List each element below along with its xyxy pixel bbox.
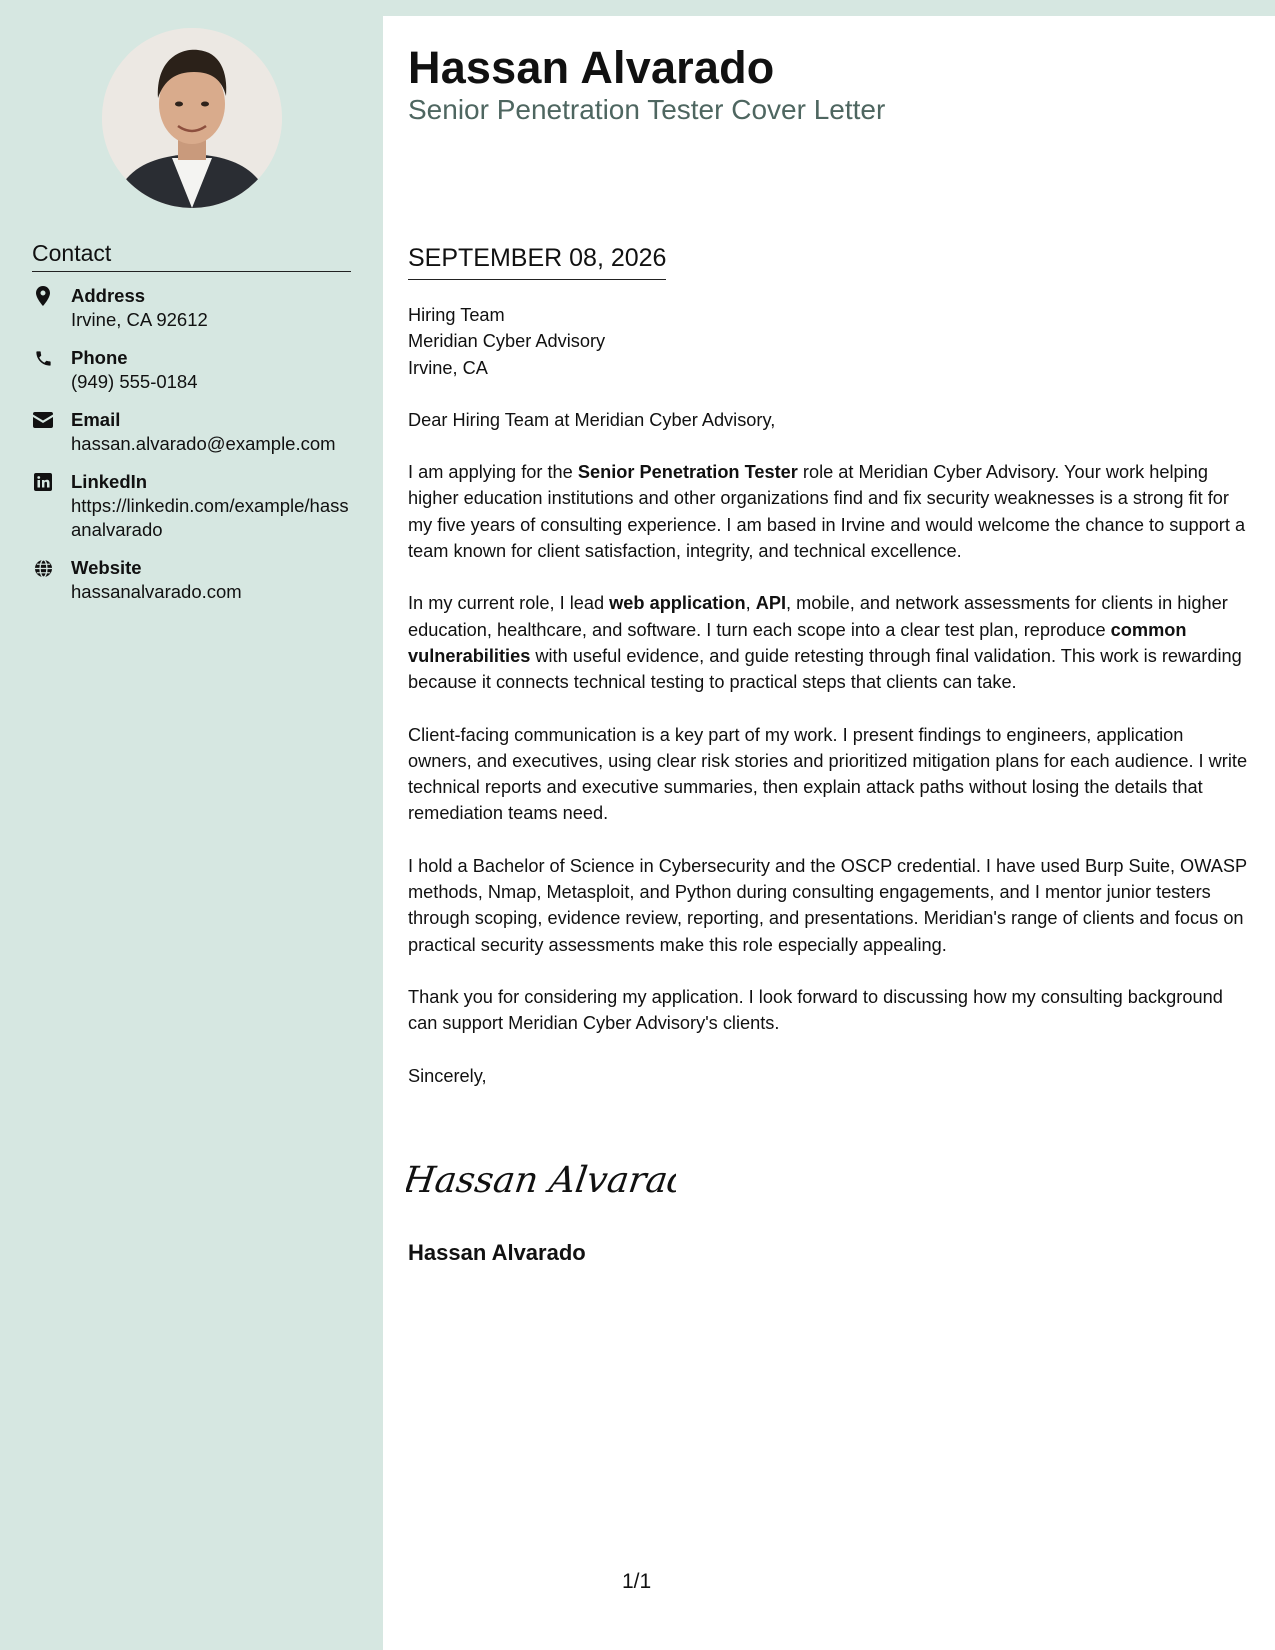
contact-email — [32, 408, 352, 456]
contact-label: Address — [71, 285, 146, 306]
globe-icon — [32, 557, 54, 579]
contact-phone — [32, 346, 352, 394]
recipient-block — [408, 302, 1248, 381]
contact-label: LinkedIn — [71, 471, 148, 492]
paragraph-2: In my current role, I lead web application, API, mobile, and network assessments for clients in higher education, healthcare, and software. I turn each scope into a clear test plan, reproduce common vulnerabilities with useful evidence, and guide retesting through final validation. This work is rewarding because it connects technical testing to practical steps that clients can take. — [408, 593, 1242, 693]
contact-value[interactable]: hassanalvarado.com — [71, 581, 242, 602]
contact-website — [32, 556, 352, 604]
contact-value: Irvine, CA 92612 — [71, 309, 208, 330]
recipient-line: Meridian Cyber Advisory — [408, 331, 606, 352]
envelope-icon — [32, 409, 54, 431]
map-pin-icon — [32, 285, 54, 307]
recipient-line: Irvine, CA — [408, 357, 488, 378]
salutation: Dear Hiring Team at Meridian Cyber Advisory, — [408, 409, 776, 430]
document-subtitle: Senior Penetration Tester Cover Letter — [408, 94, 886, 125]
contact-list — [32, 284, 352, 618]
avatar — [102, 28, 282, 208]
letter-body — [408, 302, 1248, 1115]
contact-value: (949) 555-0184 — [71, 371, 198, 392]
letter-date: SEPTEMBER 08, 2026 — [408, 244, 666, 280]
svg-text:Hassan Alvarad: Hassan Alvarad — [406, 1158, 676, 1201]
signed-name: Hassan Alvarado — [408, 1240, 586, 1265]
closing: Sincerely, — [408, 1065, 487, 1086]
contact-value[interactable]: hassan.alvarado@example.com — [71, 433, 336, 454]
contact-heading: Contact — [32, 240, 351, 272]
recipient-line: Hiring Team — [408, 305, 505, 325]
contact-label: Phone — [71, 347, 128, 368]
paragraph-1: I am applying for the Senior Penetration Tester role at Meridian Cyber Advisory. Your work helping higher education institutions and other organizations find and fix security weaknesses is a strong fit for my five years of consulting experience. I am based in Irvine and would welcome the chance to support a team known for client satisfaction, integrity, and technical excellence. — [408, 462, 1246, 562]
candidate-name: Hassan Alvarado — [408, 42, 775, 93]
contact-label: Website — [71, 557, 142, 578]
paragraph-4: I hold a Bachelor of Science in Cybersecurity and the OSCP credential. I have used Burp Suite, OWASP methods, Nmap, Metasploit, and Python during consulting engagements, and I mentor junior testers through scoping, evidence review, reporting, and presentations. Meridian's range of clients and focus on practical security assessments make this role especially appealing. — [408, 855, 1247, 955]
linkedin-icon — [32, 471, 54, 493]
handwritten-signature — [406, 1150, 676, 1215]
contact-label: Email — [71, 409, 121, 430]
contact-linkedin — [32, 470, 352, 542]
paragraph-5: Thank you for considering my application. I look forward to discussing how my consulting background can support Meridian Cyber Advisory's clients. — [408, 986, 1223, 1034]
contact-value[interactable]: https://linkedin.com/example/hassanalvarado — [71, 495, 349, 540]
phone-icon — [32, 347, 54, 369]
sidebar — [0, 0, 383, 1650]
page-number: 1/1 — [622, 1570, 652, 1593]
contact-address — [32, 284, 352, 332]
paragraph-3: Client-facing communication is a key part of my work. I present findings to engineers, application owners, and executives, using clear risk stories and prioritized mitigation plans for each audience. I write technical reports and executive summaries, then explain attack paths without losing the details that remediation teams need. — [408, 724, 1248, 824]
